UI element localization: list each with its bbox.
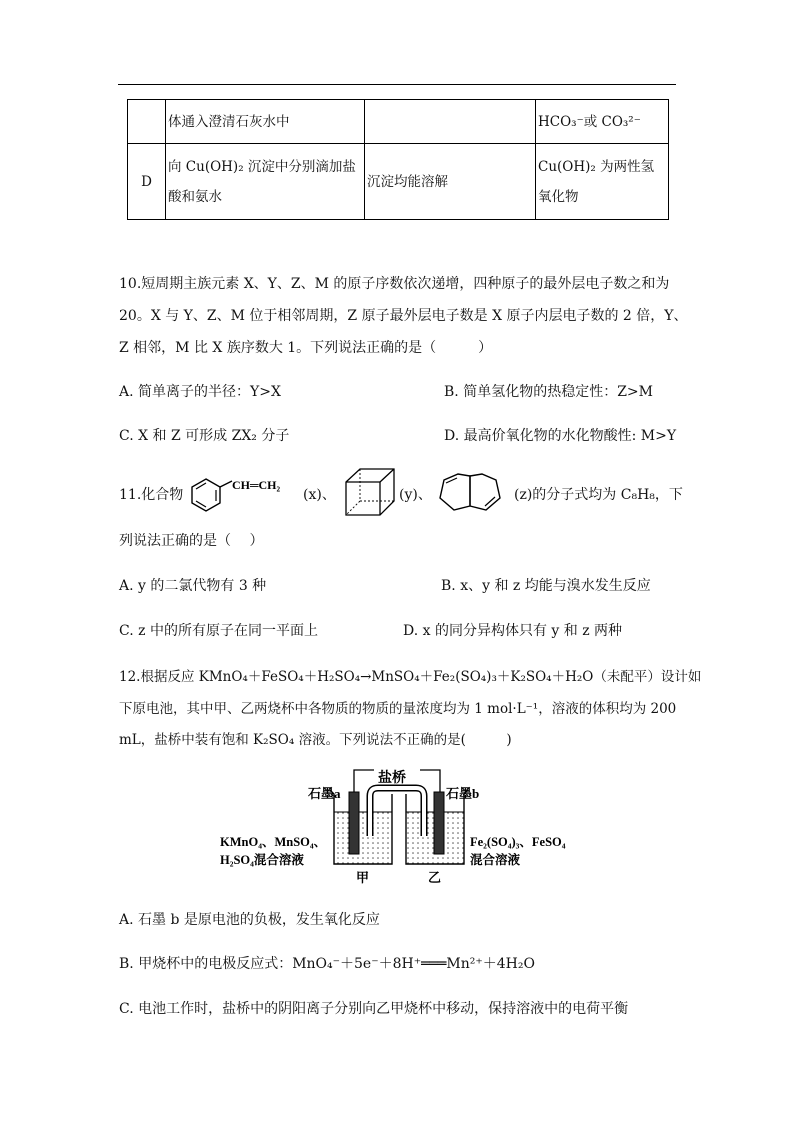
q11-option-b: B. x、y 和 z 均能与溴水发生反应 bbox=[441, 578, 651, 594]
beaker-left-label: 甲 bbox=[356, 870, 370, 885]
right-solution-label-2: 混合溶液 bbox=[470, 853, 521, 867]
q12-line3: mL，盐桥中装有饱和 K₂SO₄ 溶液。下列说法不正确的是( ) bbox=[119, 732, 512, 748]
left-solution-label-2: H₂SO₄混合溶液 bbox=[220, 853, 304, 867]
q12-option-a: A. 石墨 b 是原电池的负极，发生氧化反应 bbox=[119, 912, 380, 928]
cell-line: Cu(OH)₂ 为两性氢 bbox=[538, 158, 655, 175]
galvanic-cell-diagram bbox=[216, 766, 586, 890]
electrode-b bbox=[434, 792, 444, 854]
q10-line1: 10.短周期主族元素 X、Y、Z、M 的原子序数依次递增，四种原子的最外层电子数之和为 bbox=[119, 276, 670, 292]
left-solution-label-1: KMnO₄、MnSO₄、 bbox=[220, 835, 327, 849]
bicyclic-structure-z bbox=[432, 470, 508, 512]
q11-label-y: (y)、 bbox=[399, 487, 432, 503]
beaker-right-label: 乙 bbox=[428, 870, 442, 885]
table-row bbox=[128, 100, 669, 144]
q12-line1: 12.根据反应 KMnO₄＋FeSO₄＋H₂SO₄→MnSO₄＋Fe₂(SO₄)₃＋K₂SO₄＋H₂O（未配平）设计如 bbox=[119, 669, 702, 685]
cell-line: 酸和氨水 bbox=[168, 188, 222, 205]
salt-bridge-label: 盐桥 bbox=[378, 771, 406, 786]
electrode-b-label: 石墨b bbox=[446, 786, 480, 801]
electrode-a-label: 石墨a bbox=[308, 786, 341, 801]
q10-option-a: A. 简单离子的半径：Y>X bbox=[119, 384, 281, 400]
styrene-structure-x bbox=[186, 473, 296, 513]
answer-table bbox=[127, 99, 669, 220]
q10-option-b: B. 简单氢化物的热稳定性：Z>M bbox=[444, 384, 653, 400]
q12-option-c: C. 电池工作时，盐桥中的阴阳离子分别向乙甲烧杯中移动，保持溶液中的电荷平衡 bbox=[119, 1001, 629, 1017]
q11-prefix: 11.化合物 bbox=[119, 487, 184, 503]
table-cell: 体通入澄清石灰水中 bbox=[166, 100, 365, 144]
table-cell bbox=[166, 144, 365, 220]
q12-line2: 下原电池，其中甲、乙两烧杯中各物质的物质的量浓度均为 1 mol·L⁻¹，溶液的体积均为 200 bbox=[119, 701, 677, 717]
table-cell-label bbox=[128, 100, 166, 144]
q10-line3: Z 相邻，M 比 X 族序数大 1。下列说法正确的是（ ） bbox=[119, 340, 493, 356]
q12-option-b: B. 甲烧杯中的电极反应式：MnO₄⁻＋5e⁻＋8H⁺═══Mn²⁺＋4H₂O bbox=[119, 956, 535, 972]
header-rule bbox=[118, 84, 676, 85]
table-cell: 沉淀均能溶解 bbox=[365, 144, 536, 220]
cubane-structure-y bbox=[343, 466, 397, 518]
cell-line: 氧化物 bbox=[538, 188, 579, 205]
left-solution bbox=[334, 812, 392, 864]
table-row bbox=[128, 144, 669, 220]
q10-option-d: D. 最高价氧化物的水化物酸性: M>Y bbox=[444, 428, 677, 444]
table-cell: HCO₃⁻或 CO₃²⁻ bbox=[536, 100, 669, 144]
table-cell bbox=[536, 144, 669, 220]
table-cell bbox=[365, 100, 536, 144]
cell-line: 向 Cu(OH)₂ 沉淀中分别滴加盐 bbox=[168, 158, 356, 175]
q10-option-c: C. X 和 Z 可形成 ZX₂ 分子 bbox=[119, 428, 290, 444]
vinyl-group-label: CH═CH₂ bbox=[232, 478, 281, 492]
table-cell-label: D bbox=[128, 144, 166, 220]
q11-line2: 列说法正确的是（ ） bbox=[119, 533, 264, 549]
q11-label-z: (z)的分子式均为 C₈H₈，下 bbox=[514, 487, 683, 503]
q11-option-c: C. z 中的所有原子在同一平面上 bbox=[119, 623, 318, 639]
electrode-a bbox=[349, 792, 359, 854]
q11-option-a: A. y 的二氯代物有 3 种 bbox=[119, 578, 267, 594]
right-solution-label-1: Fe₂(SO₄)₃、FeSO₄ bbox=[470, 835, 566, 849]
q11-option-d: D. x 的同分异构体只有 y 和 z 两种 bbox=[403, 623, 623, 639]
q11-label-x: (x)、 bbox=[303, 487, 336, 503]
q10-line2: 20。X 与 Y、Z、M 位于相邻周期，Z 原子最外层电子数是 X 原子内层电子数的 2 倍，Y、 bbox=[119, 308, 688, 324]
